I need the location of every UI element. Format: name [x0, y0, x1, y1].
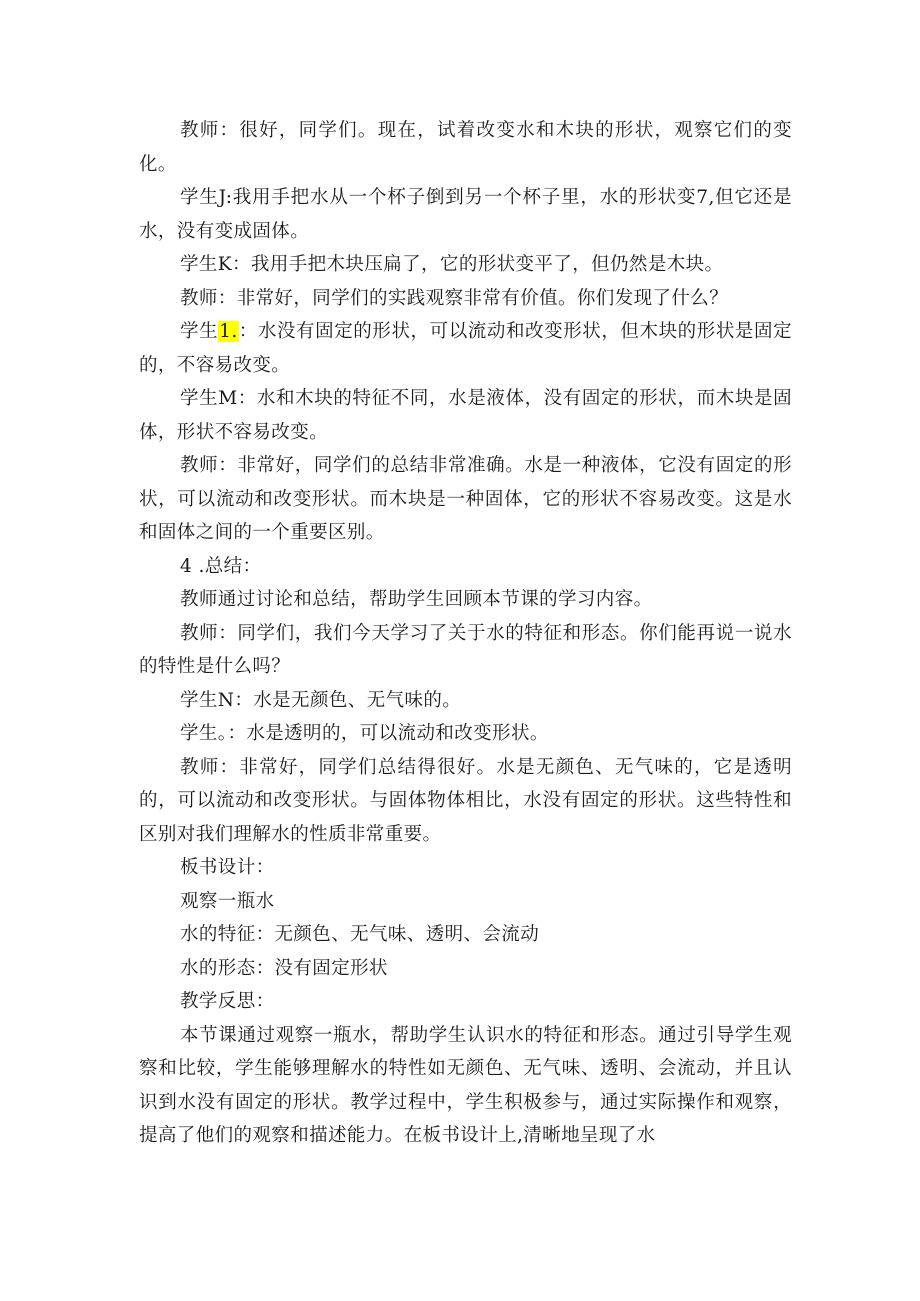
paragraph-teacher-4: 教师：同学们，我们今天学习了关于水的特征和形态。你们能再说一说水的特性是什么吗？: [139, 622, 792, 677]
highlighted-marker: 1.: [219, 321, 238, 342]
paragraph-student-j: 学生J:我用手把水从一个杯子倒到另一个杯子里，水的形状变7,但它还是水，没有变成固体。: [139, 187, 792, 242]
board-line-features: 水的特征：无颜色、无气味、透明、会流动: [180, 924, 540, 945]
section-heading-reflection: 教学反思：: [180, 991, 275, 1012]
paragraph-student-n: 学生N：水是无颜色、无气味的。: [180, 689, 462, 711]
board-line-form: 水的形态：没有固定形状: [180, 957, 388, 979]
board-line-title: 观察一瓶水: [180, 890, 275, 912]
paragraph-student-m: 学生M：水和木块的特征不同，水是液体，没有固定的形状，而木块是固体，形状不容易改变。: [139, 388, 792, 443]
paragraph-teacher-2: 教师：非常好，同学们的实践观察非常有价值。你们发现了什么？: [180, 287, 729, 309]
paragraph-student-l: [139, 315, 792, 382]
section-heading-board-design: 板书设计：: [180, 857, 275, 878]
paragraph-teacher-5: 教师：非常好，同学们总结得很好。水是无颜色、无气味的，它是透明的，可以流动和改变形状。与固体物体相比，水没有固定的形状。这些特性和区别对我们理解水的性质非常重要。: [139, 756, 792, 845]
paragraph-reflection: 本节课通过观察一瓶水，帮助学生认识水的特征和形态。通过引导学生观察和比较，学生能够理解水的特性如无颜色、无气味、透明、会流动，并且认识到水没有固定的形状。教学过程中，学生积极参与，通过实际操作和观察，提高了他们的观察和描述能力。在板书设计上,清晰地呈现了水: [139, 1024, 792, 1146]
paragraph-student-o: 学生。：水是透明的，可以流动和改变形状。: [180, 723, 549, 744]
student-l-prefix: 学生: [180, 321, 219, 342]
section-heading-summary: 4 .总结：: [180, 555, 262, 577]
student-l-text: ：水没有固定的形状，可以流动和改变形状，但木块的形状是固定的，不容易改变。: [139, 321, 792, 376]
paragraph-teacher-1: 教师：很好，同学们。现在，试着改变水和木块的形状，观察它们的变化。: [139, 120, 792, 175]
paragraph-student-k: 学生K：我用手把木块压扁了，它的形状变平了，但仍然是木块。: [180, 254, 724, 275]
paragraph-summary-intro: 教师通过讨论和总结，帮助学生回顾本节课的学习内容。: [180, 589, 653, 610]
paragraph-teacher-3: 教师：非常好，同学们的总结非常准确。水是一种液体，它没有固定的形状，可以流动和改变形状。而木块是一种固体，它的形状不容易改变。这是水和固体之间的一个重要区别。: [139, 455, 792, 543]
